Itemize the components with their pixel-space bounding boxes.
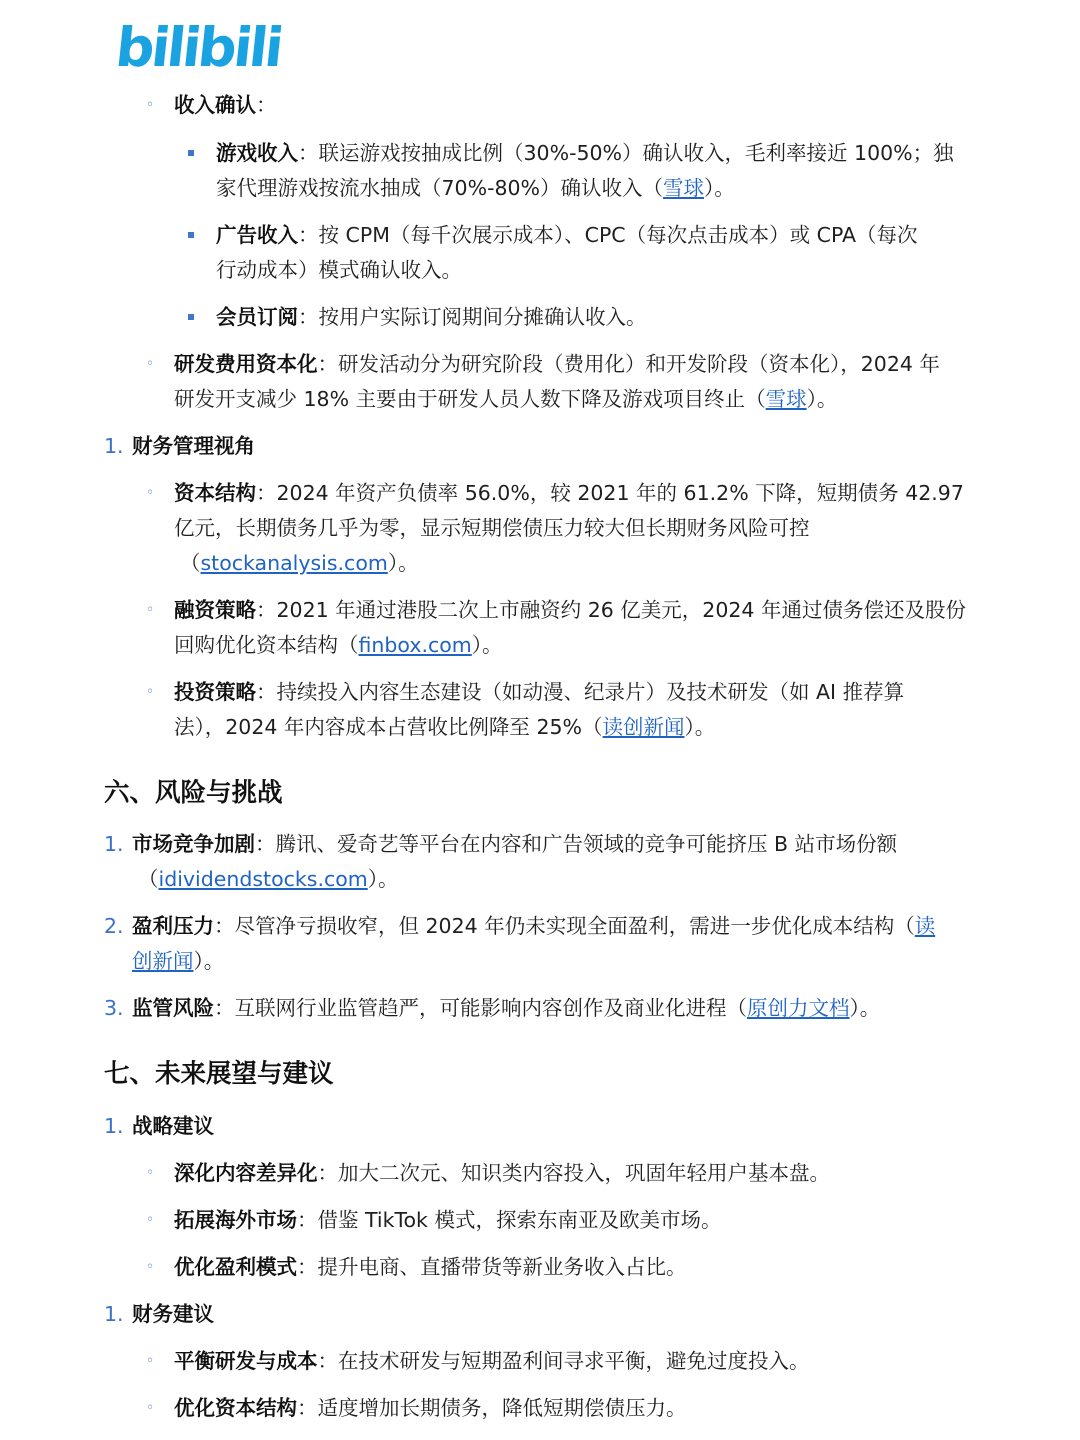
risk2-line1: 盈利压力：尽管净亏损收窄，但 2024 年仍未实现全面盈利，需进一步优化成本结构（读 <box>132 914 936 938</box>
funding-line1: 融资策略：2021 年通过港股二次上市融资约 26 亿美元，2024 年通过债务偿还及股份 <box>174 598 966 622</box>
invest-line2: 法），2024 年内容成本占营收比例降至 25%（读创新闻）。 <box>174 715 716 739</box>
list-number: 1. <box>104 434 124 458</box>
duchuang-link-part1[interactable]: 读 <box>914 914 936 938</box>
bilibili-logo: bilibili <box>112 16 284 79</box>
stockanalysis-link[interactable]: stockanalysis.com <box>200 551 388 575</box>
finbox-link[interactable]: finbox.com <box>358 633 472 657</box>
finance-advice-item-2: 优化资本结构：适度增加长期债务，降低短期偿债压力。 <box>174 1396 687 1420</box>
vip-revenue-line: 会员订阅：按用户实际订阅期间分摊确认收入。 <box>216 305 647 329</box>
bullet-circle-icon: ◦ <box>146 1400 155 1416</box>
risk1-line1: 市场竞争加剧：腾讯、爱奇艺等平台在内容和广告领域的竞争可能挤压 B 站市场份额 <box>132 832 898 856</box>
ad-revenue-line1: 广告收入：按 CPM（每千次展示成本）、CPC（每次点击成本）或 CPA（每次 <box>216 223 918 247</box>
rd-line1: 研发费用资本化：研发活动分为研究阶段（费用化）和开发阶段（资本化），2024 年 <box>174 352 940 376</box>
bullet-square-icon <box>188 150 194 156</box>
bullet-circle-icon: ◦ <box>146 1212 155 1228</box>
future-heading: 七、未来展望与建议 <box>104 1059 334 1089</box>
list-number: 2. <box>104 914 124 938</box>
bullet-circle-icon: ◦ <box>146 602 155 618</box>
capital-line2: 亿元，长期债务几乎为零，显示短期偿债压力较大但长期财务风险可控 <box>174 516 810 540</box>
list-number: 1. <box>104 1302 124 1326</box>
strategy-heading: 战略建议 <box>132 1114 214 1138</box>
strategy-item-3: 优化盈利模式：提升电商、直播带货等新业务收入占比。 <box>174 1255 687 1279</box>
capital-line3: （stockanalysis.com）。 <box>180 551 419 575</box>
yuanchuangli-link[interactable]: 原创力文档 <box>747 996 850 1020</box>
invest-line1: 投资策略：持续投入内容生态建设（如动漫、纪录片）及技术研发（如 AI 推荐算 <box>174 680 905 704</box>
list-number: 3. <box>104 996 124 1020</box>
risk1-line2: （idividendstocks.com）。 <box>138 867 399 891</box>
bullet-circle-icon: ◦ <box>146 97 155 113</box>
idividendstocks-link[interactable]: idividendstocks.com <box>158 867 368 891</box>
risk2-line2: 创新闻）。 <box>132 949 225 973</box>
xueqiu-link[interactable]: 雪球 <box>663 176 705 200</box>
bullet-square-icon <box>188 232 194 238</box>
funding-line2: 回购优化资本结构（finbox.com）。 <box>174 633 503 657</box>
bullet-circle-icon: ◦ <box>146 485 155 501</box>
bullet-circle-icon: ◦ <box>146 1165 155 1181</box>
revenue-heading: 收入确认： <box>174 93 277 117</box>
xueqiu-link[interactable]: 雪球 <box>765 387 807 411</box>
capital-line1: 资本结构：2024 年资产负债率 56.0%，较 2021 年的 61.2% 下降，短期债务 42.97 <box>174 481 964 505</box>
risk3-line1: 监管风险：互联网行业监管趋严，可能影响内容创作及商业化进程（原创力文档）。 <box>132 996 881 1020</box>
duchuang-link-part2[interactable]: 创新闻 <box>132 949 194 973</box>
bullet-circle-icon: ◦ <box>146 1259 155 1275</box>
strategy-item-2: 拓展海外市场：借鉴 TikTok 模式，探索东南亚及欧美市场。 <box>174 1208 722 1232</box>
bullet-circle-icon: ◦ <box>146 356 155 372</box>
finance-advice-heading: 财务建议 <box>132 1302 214 1326</box>
bullet-circle-icon: ◦ <box>146 684 155 700</box>
risk-heading: 六、风险与挑战 <box>104 778 283 808</box>
bullet-square-icon <box>188 314 194 320</box>
strategy-item-1: 深化内容差异化：加大二次元、知识类内容投入，巩固年轻用户基本盘。 <box>174 1161 830 1185</box>
list-number: 1. <box>104 1114 124 1138</box>
bullet-circle-icon: ◦ <box>146 1353 155 1369</box>
game-revenue-line2: 家代理游戏按流水抽成（70%-80%）确认收入（雪球）。 <box>216 176 735 200</box>
finance-advice-item-1: 平衡研发与成本：在技术研发与短期盈利间寻求平衡，避免过度投入。 <box>174 1349 810 1373</box>
ad-revenue-line2: 行动成本）模式确认收入。 <box>216 258 462 282</box>
rd-line2: 研发开支减少 18% 主要由于研发人员人数下降及游戏项目终止（雪球）。 <box>174 387 838 411</box>
list-number: 1. <box>104 832 124 856</box>
finance-view-heading: 财务管理视角 <box>132 434 255 458</box>
game-revenue-line1: 游戏收入：联运游戏按抽成比例（30%-50%）确认收入，毛利率接近 100%；独 <box>216 141 954 165</box>
duchuang-link[interactable]: 读创新闻 <box>602 715 685 739</box>
